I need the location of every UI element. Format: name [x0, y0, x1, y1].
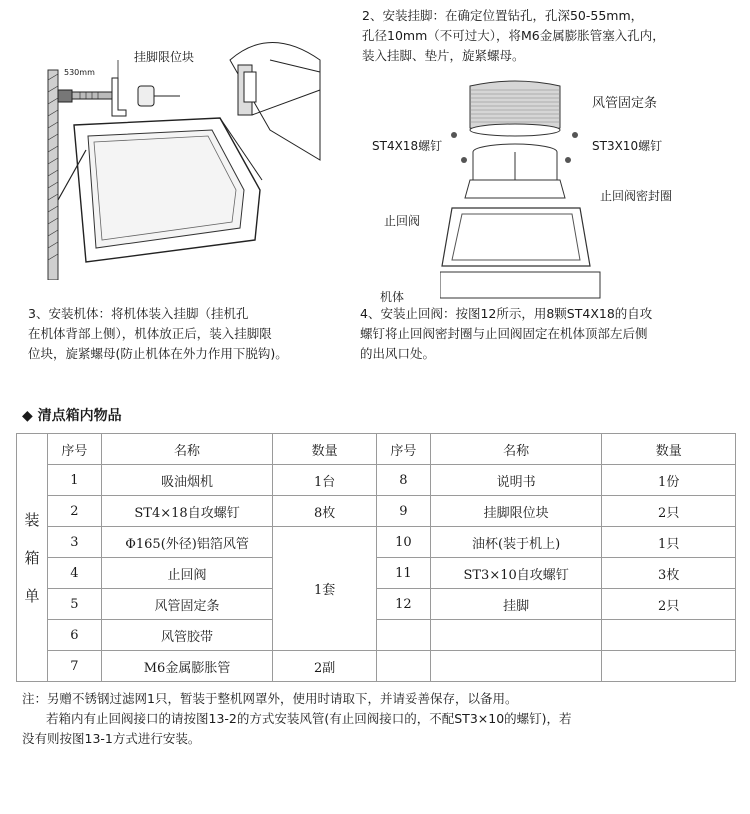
header-no-right: 序号 — [376, 434, 430, 465]
label-st3-screw: ST3X10螺钉 — [592, 139, 663, 153]
table-row: 7 M6金属膨胀管 2副 — [17, 651, 736, 682]
table-header-row — [17, 434, 736, 465]
section-heading — [22, 405, 122, 425]
label-check-valve: 止回阀 — [384, 214, 421, 228]
header-qty-left: 数量 — [273, 434, 377, 465]
table-row: 5 风管固定条 12 挂脚 2只 — [17, 589, 736, 620]
figure-check-valve — [440, 80, 610, 300]
note-line-1: 注：另赠不锈钢过滤网1只，暂装于整机网罩外，使用时请取下，并请妥善保存，以备用。 — [22, 691, 518, 706]
label-dimension: 530mm — [64, 68, 95, 77]
packing-list-table — [16, 433, 736, 682]
label-st4-screw: ST4X18螺钉 — [372, 139, 443, 153]
label-limit-block: 挂脚限位块 — [134, 50, 195, 64]
label-body: 机体 — [380, 290, 405, 304]
table-row: 2 ST4×18自攻螺钉 8枚 9 挂脚限位块 2只 — [17, 496, 736, 527]
note-line-3: 没有则按图13-1方式进行安装。 — [22, 731, 201, 746]
table-row: 4 止回阀 11 ST3×10自攻螺钉 3枚 — [17, 558, 736, 589]
table-row: 6 风管胶带 — [17, 620, 736, 651]
section-title: 清点箱内物品 — [37, 408, 122, 424]
shared-qty-cell: 1套 — [273, 527, 377, 651]
label-valve-seal: 止回阀密封圈 — [600, 189, 673, 203]
table-row: 3 Φ165(外径)铝箔风管 1套 10 油杯(装于机上) 1只 — [17, 527, 736, 558]
table-row: 1 吸油烟机 1台 8 说明书 1份 — [17, 465, 736, 496]
step4-text: 4、安装止回阀：按图12所示，用8颗ST4X18的自攻 螺钉将止回阀密封圈与止回阀固定在机体顶部左后侧 的出风口处。 — [360, 306, 653, 361]
header-name-left: 名称 — [101, 434, 273, 465]
step2-text: 2、安装挂脚：在确定位置钻孔，孔深50-55mm， 孔径10mm（不可过大），将M6金属膨胀管塞入孔内， 装入挂脚、垫片，旋紧螺母。 — [362, 8, 665, 63]
note-line-2: 若箱内有止回阀接口的请按图13-2的方式安装风管(有止回阀接口的，不配ST3×10的螺钉)，若 — [46, 711, 572, 726]
notes — [22, 689, 572, 749]
diamond-bullet-icon: ◆ — [22, 408, 33, 424]
packing-side-label: 装 箱 单 — [17, 434, 48, 682]
step3-text: 3、安装机体：将机体装入挂脚（挂机孔 在机体背部上侧），机体放正后，装入挂脚限 位块，旋紧螺母(防止机体在外力作用下脱钩)。 — [28, 306, 288, 361]
header-no-left: 序号 — [47, 434, 101, 465]
header-name-right: 名称 — [430, 434, 602, 465]
label-duct-clip: 风管固定条 — [592, 96, 658, 111]
header-qty-right: 数量 — [602, 434, 736, 465]
